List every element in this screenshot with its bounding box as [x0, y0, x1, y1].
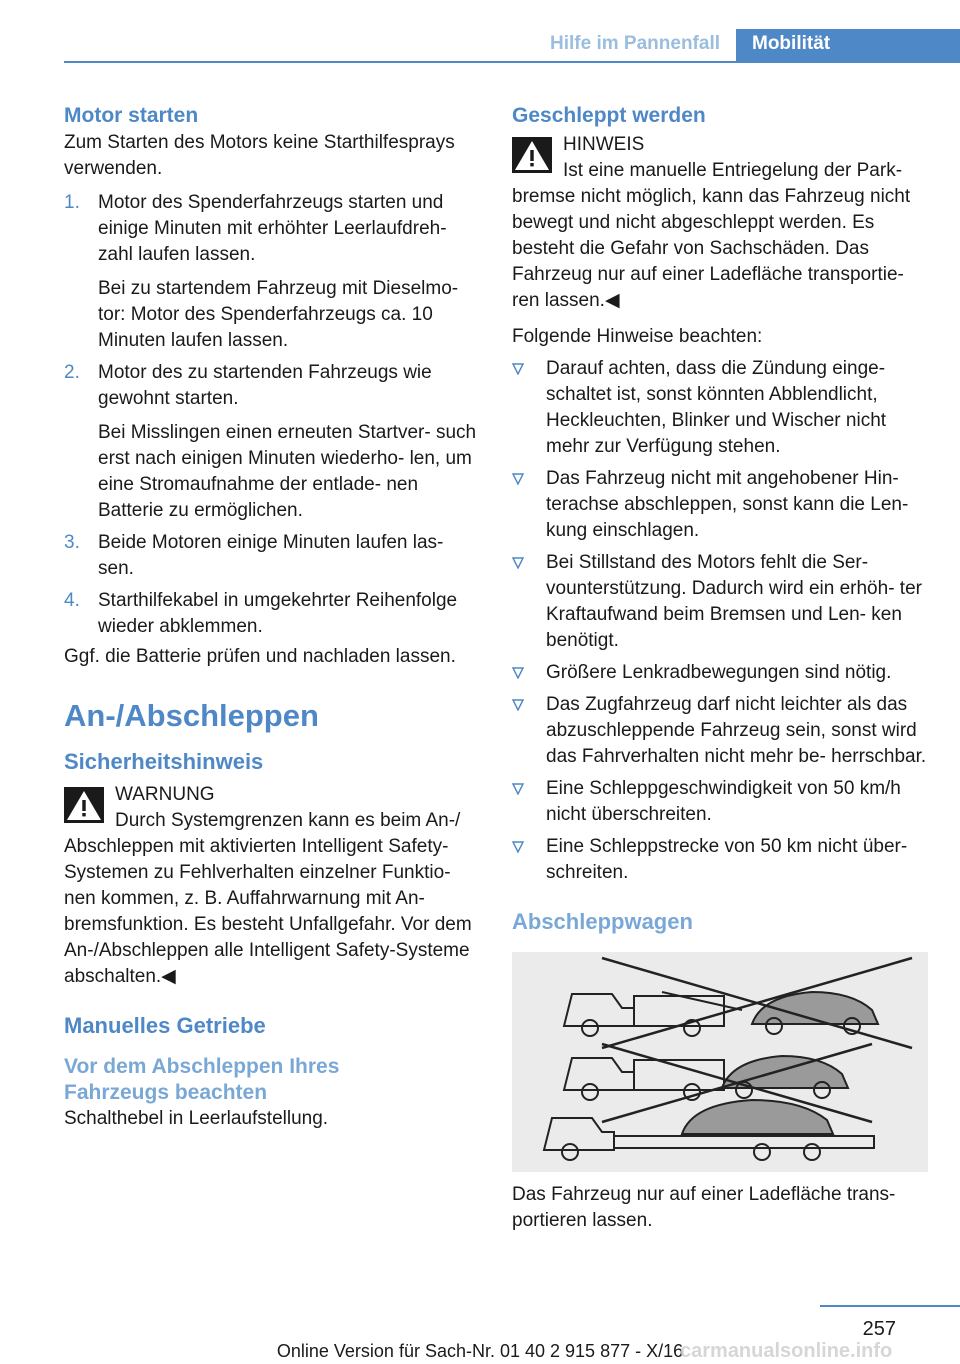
- bullet-text: Größere Lenkradbewegungen sind nötig.: [546, 662, 892, 683]
- warning-text-first: Durch Systemgrenzen kann es beim An-/: [115, 810, 461, 831]
- triangle-bullet-icon: [512, 841, 524, 853]
- list-item: [64, 190, 480, 354]
- tow-truck-heading: Abschleppwagen: [512, 909, 693, 934]
- list-item: [512, 776, 928, 828]
- bullet-text: Eine Schleppgeschwindigkeit von 50 km/h nicht überschreiten.: [546, 778, 901, 825]
- step-number: 2.: [64, 362, 80, 383]
- header-section: Hilfe im Pannenfall: [550, 33, 720, 54]
- safety-heading: Sicherheitshinweis: [64, 749, 264, 774]
- chapter-heading: An-/Abschleppen: [64, 698, 319, 733]
- warning-note: [64, 782, 480, 990]
- triangle-bullet-icon: [512, 363, 524, 375]
- footer-rule: [820, 1305, 960, 1307]
- left-column: [64, 102, 480, 1132]
- page-number: 257: [862, 1318, 896, 1340]
- motor-start-heading: Motor starten: [64, 104, 199, 127]
- list-item: [512, 466, 928, 544]
- tow-truck-figure: [512, 952, 928, 1172]
- battery-note: Ggf. die Batterie prüfen und nachladen lassen.: [64, 646, 456, 667]
- list-item: [512, 356, 928, 460]
- triangle-bullet-icon: [512, 699, 524, 711]
- motor-start-intro: Zum Starten des Motors keine Starthilfesprays verwenden.: [64, 132, 455, 179]
- before-towing-heading: Vor dem Abschleppen Ihres Fahrzeugs beachten: [64, 1055, 340, 1104]
- step-subtext: Bei Misslingen einen erneuten Startver‐ such erst nach einigen Minuten wiederho‐ len, um eine Stromaufnahme der entlade‐ nen Batterie zu ermöglichen.: [98, 422, 477, 521]
- list-item: [64, 360, 480, 524]
- warning-text: Abschleppen mit aktivierten Intelligent Safety-Systemen zu Fehlverhalten einzelner Funktio‐ nen kommen, z. B. Auffahrwarnung mit An‐ bremsfunktion. Es besteht Unfallgefahr. Vor dem An-/Abschleppen alle Intelligent Safety-Systeme abschalten.◀: [64, 836, 472, 987]
- hint-note: [512, 132, 928, 314]
- triangle-bullet-icon: [512, 473, 524, 485]
- triangle-bullet-icon: [512, 783, 524, 795]
- step-number: 3.: [64, 532, 80, 553]
- list-item: [512, 550, 928, 654]
- watermark: carmanualsonline.info: [680, 1340, 893, 1362]
- warning-keyword: WARNUNG: [115, 784, 215, 805]
- hint-keyword: HINWEIS: [563, 134, 645, 155]
- header-rule: [64, 61, 960, 63]
- hint-text: bremse nicht möglich, kann das Fahrzeug nicht bewegt und nicht abgeschleppt werden. Es besteht die Gefahr von Sachschäden. Das Fahrzeug nur auf einer Ladefläche transportie‐ ren lassen.◀: [512, 186, 911, 311]
- warning-triangle-icon: [64, 787, 104, 823]
- list-item: [512, 660, 928, 686]
- step-text: Starthilfekabel in umgekehrter Reihenfolge wieder abklemmen.: [98, 590, 458, 637]
- bullet-text: Das Fahrzeug nicht mit angehobener Hin‐ terachse abschleppen, sonst kann die Len‐ kung einschlagen.: [546, 468, 909, 541]
- online-version-footer: Online Version für Sach-Nr. 01 40 2 915 877 - X/16: [276, 1341, 684, 1361]
- hint-bullet-list: [512, 356, 928, 886]
- triangle-bullet-icon: [512, 667, 524, 679]
- warning-triangle-icon: [512, 137, 552, 173]
- list-item: [64, 588, 480, 640]
- bullet-text: Bei Stillstand des Motors fehlt die Ser‐ vounterstützung. Dadurch wird ein erhöh‐ ter Kraftaufwand beim Bremsen und Len‐ ken benötigt.: [546, 552, 922, 651]
- step-number: 4.: [64, 590, 80, 611]
- bullet-text: Eine Schleppstrecke von 50 km nicht über‐ schreiten.: [546, 836, 908, 883]
- list-item: [512, 834, 928, 886]
- step-text: Beide Motoren einige Minuten laufen las‐ sen.: [98, 532, 444, 579]
- follow-intro: Folgende Hinweise beachten:: [512, 326, 763, 347]
- triangle-bullet-icon: [512, 557, 524, 569]
- start-steps-list: [64, 190, 480, 640]
- manual-gearbox-heading: Manuelles Getriebe: [64, 1013, 266, 1038]
- tow-truck-illustration: [512, 952, 928, 1172]
- step-subtext: Bei zu startendem Fahrzeug mit Dieselmo‐ tor: Motor des Spenderfahrzeugs ca. 10 Minuten laufen lassen.: [98, 278, 459, 351]
- figure-caption: Das Fahrzeug nur auf einer Ladefläche trans‐ portieren lassen.: [512, 1184, 896, 1231]
- step-number: 1.: [64, 192, 80, 213]
- step-text: Motor des zu startenden Fahrzeugs wie gewohnt starten.: [98, 362, 432, 409]
- bullet-text: Das Zugfahrzeug darf nicht leichter als das abzuschleppende Fahrzeug sein, sonst wird das Fahrverhalten nicht mehr be‐ herrschbar.: [546, 694, 927, 767]
- list-item: [512, 692, 928, 770]
- towed-heading: Geschleppt werden: [512, 104, 706, 127]
- before-towing-text: Schalthebel in Leerlaufstellung.: [64, 1108, 329, 1129]
- right-column: [512, 102, 928, 1234]
- header-chapter-tab[interactable]: Mobilität: [736, 29, 960, 61]
- step-text: Motor des Spenderfahrzeugs starten und einige Minuten mit erhöhter Leerlaufdreh‐ zahl laufen lassen.: [98, 192, 447, 265]
- hint-text-first: Ist eine manuelle Entriegelung der Park‐: [563, 160, 903, 181]
- bullet-text: Darauf achten, dass die Zündung einge‐ schaltet ist, sonst könnten Abblendlicht, Heckleuchten, Blinker und Wischer nicht mehr zur Verfügung stehen.: [546, 358, 887, 457]
- list-item: [64, 530, 480, 582]
